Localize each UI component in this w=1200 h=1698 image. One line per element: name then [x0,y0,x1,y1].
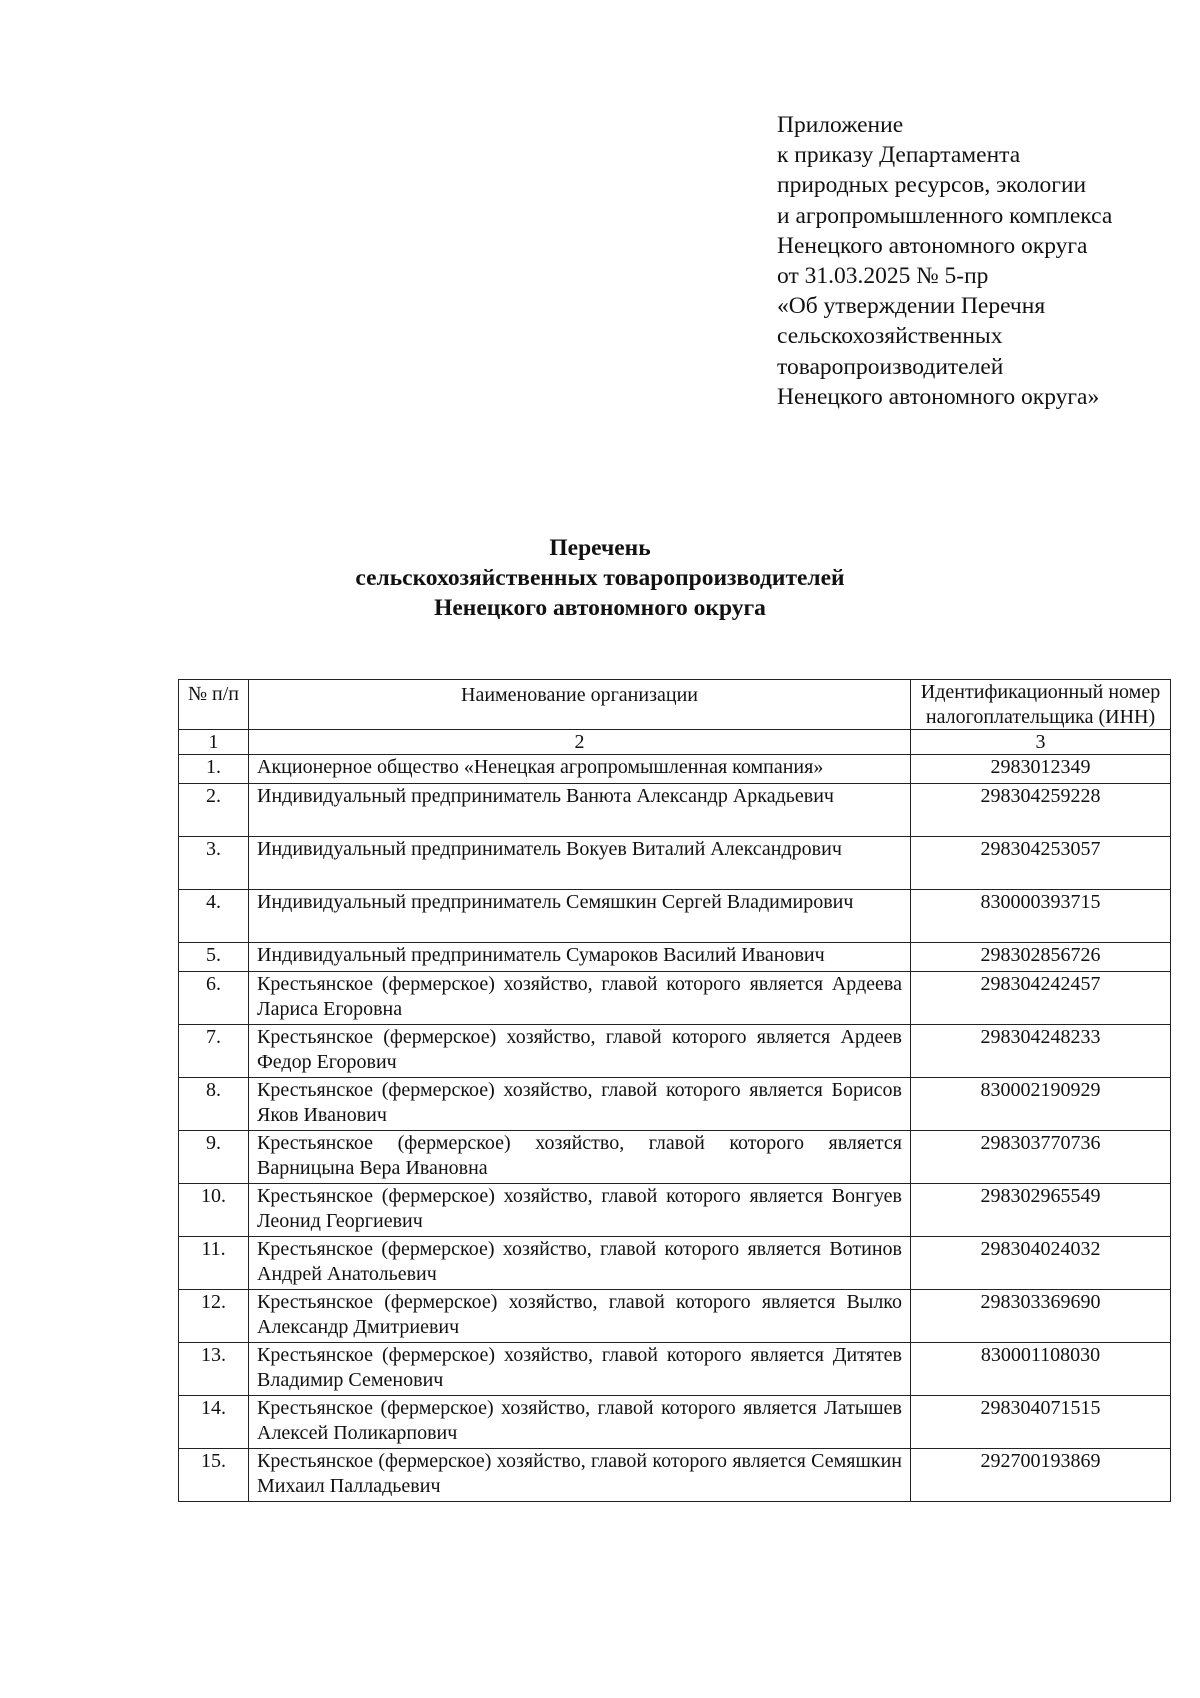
table-row [179,837,1171,890]
organization-inn: 298304024032 [911,1237,1171,1290]
title-line: Ненецкого автономного округа [434,595,766,621]
column-number-3: 3 [911,730,1171,755]
appendix-line: к приказу Департамента [777,142,1021,169]
appendix-line: от 31.03.2025 № 5-пр [777,263,989,290]
producers-table-body [179,680,1171,1502]
organization-name: Крестьянское (фермерское) хозяйство, главой которого является Ардеева Лариса Егоровна [249,972,911,1025]
table-row [179,1184,1171,1237]
table-row [179,1078,1171,1131]
organization-name: Крестьянское (фермерское) хозяйство, главой которого является Семяшкин Михаил Палладьевич [249,1449,911,1502]
header-num: № п/п [179,680,249,730]
row-number: 7. [179,1025,249,1078]
table-row [179,784,1171,837]
organization-name: Индивидуальный предприниматель Семяшкин Сергей Владимирович [249,890,911,943]
appendix-line: «Об утверждении Перечня [777,293,1046,320]
row-number: 12. [179,1290,249,1343]
organization-name: Индивидуальный предприниматель Ванюта Александр Аркадьевич [249,784,911,837]
organization-inn: 298304071515 [911,1396,1171,1449]
table-row [179,1131,1171,1184]
row-number: 2. [179,784,249,837]
organization-name: Крестьянское (фермерское) хозяйство, главой которого является Вотинов Андрей Анатольевич [249,1237,911,1290]
appendix-line: Приложение [777,112,904,138]
table-row [179,1290,1171,1343]
document-title [0,533,1200,623]
organization-inn: 830002190929 [911,1078,1171,1131]
organization-name: Крестьянское (фермерское) хозяйство, главой которого является Ардеев Федор Егорович [249,1025,911,1078]
organization-inn: 292700193869 [911,1449,1171,1502]
organization-name: Индивидуальный предприниматель Вокуев Виталий Александрович [249,837,911,890]
organization-inn: 298304248233 [911,1025,1171,1078]
organization-inn: 298303369690 [911,1290,1171,1343]
row-number: 8. [179,1078,249,1131]
row-number: 4. [179,890,249,943]
row-number: 1. [179,755,249,784]
row-number: 13. [179,1343,249,1396]
organization-inn: 830001108030 [911,1343,1171,1396]
header-name: Наименование организации [249,680,911,730]
column-number-1: 1 [179,730,249,755]
table-header-row [179,680,1171,730]
organization-name: Крестьянское (фермерское) хозяйство, главой которого является Вылко Александр Дмитриевич [249,1290,911,1343]
appendix-block [777,110,1187,412]
row-number: 15. [179,1449,249,1502]
organization-inn: 830000393715 [911,890,1171,943]
appendix-line: сельскохозяйственных [777,323,1003,350]
organization-name: Крестьянское (фермерское) хозяйство, главой которого является Дитятев Владимир Семенович [249,1343,911,1396]
table-row [179,1025,1171,1078]
organization-inn: 298302856726 [911,943,1171,972]
header-inn: Идентификационный номер налогоплательщика (ИНН) [911,680,1171,730]
organization-name: Крестьянское (фермерское) хозяйство, главой которого является Латышев Алексей Поликарпович [249,1396,911,1449]
row-number: 11. [179,1237,249,1290]
row-number: 5. [179,943,249,972]
table-row [179,972,1171,1025]
organization-inn: 298302965549 [911,1184,1171,1237]
organization-inn: 298304242457 [911,972,1171,1025]
row-number: 6. [179,972,249,1025]
organization-name: Крестьянское (фермерское) хозяйство, главой которого является Борисов Яков Иванович [249,1078,911,1131]
row-number: 9. [179,1131,249,1184]
table-row [179,1449,1171,1502]
organization-inn: 2983012349 [911,755,1171,784]
table-row [179,1343,1171,1396]
column-number-2: 2 [249,730,911,755]
organization-name: Акционерное общество «Ненецкая агропромышленная компания» [249,755,911,784]
organization-inn: 298304253057 [911,837,1171,890]
table-row [179,1237,1171,1290]
row-number: 14. [179,1396,249,1449]
title-line: Перечень [549,535,651,561]
table-row [179,755,1171,784]
organization-name: Крестьянское (фермерское) хозяйство, главой которого является Варницына Вера Ивановна [249,1131,911,1184]
appendix-line: Ненецкого автономного округа [777,232,1088,259]
title-line: сельскохозяйственных товаропроизводителей [355,565,845,591]
organization-inn: 298303770736 [911,1131,1171,1184]
table-row [179,943,1171,972]
table-row [179,1396,1171,1449]
organization-name: Крестьянское (фермерское) хозяйство, главой которого является Вонгуев Леонид Георгиевич [249,1184,911,1237]
appendix-line: Ненецкого автономного округа» [777,383,1100,410]
row-number: 3. [179,837,249,890]
column-numbers-row [179,730,1171,755]
appendix-line: природных ресурсов, экологии [777,172,1087,199]
organization-name: Индивидуальный предприниматель Сумароков Василий Иванович [249,943,911,972]
organization-inn: 298304259228 [911,784,1171,837]
producers-table [178,679,1171,1502]
row-number: 10. [179,1184,249,1237]
appendix-line: товаропроизводителей [777,353,1004,380]
appendix-line: и агропромышленного комплекса [777,202,1113,229]
table-row [179,890,1171,943]
